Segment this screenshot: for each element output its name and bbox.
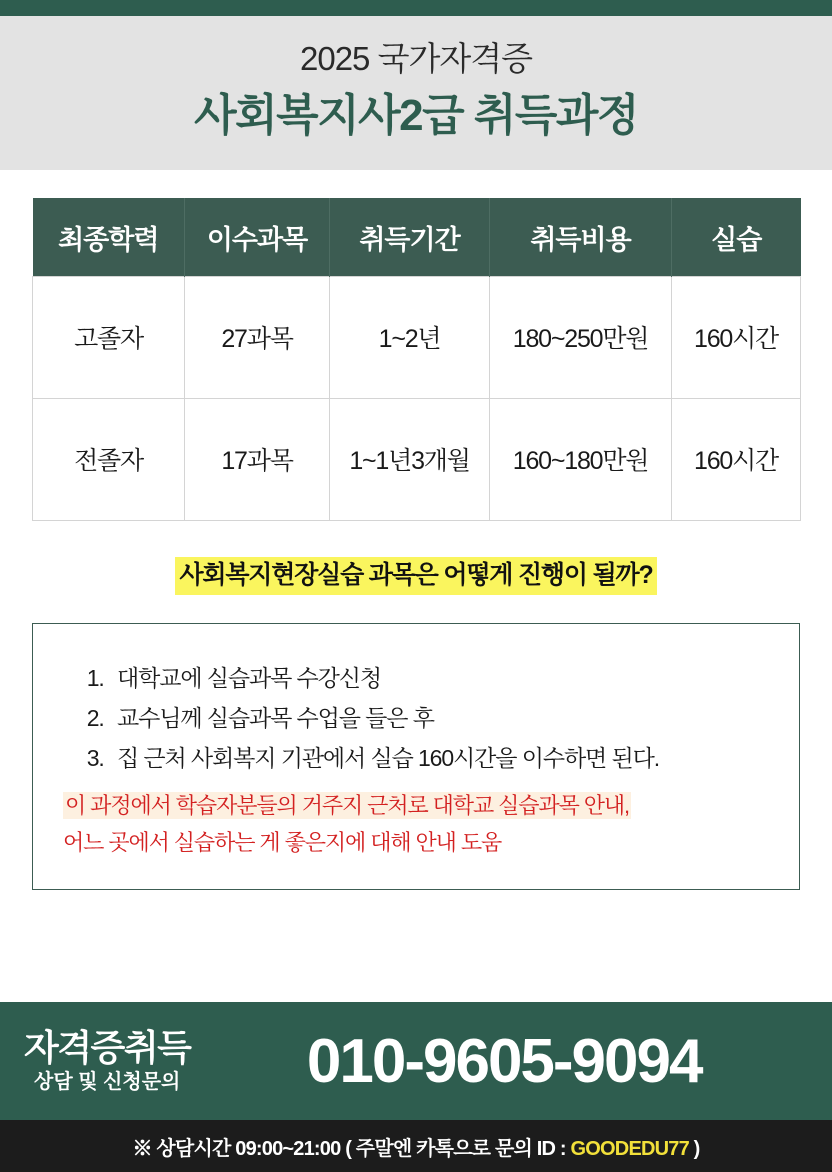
cell-practicum: 160시간 bbox=[672, 398, 801, 520]
question-section bbox=[32, 557, 800, 595]
cell-cost: 180~250만원 bbox=[490, 276, 672, 398]
cell-education: 고졸자 bbox=[33, 276, 185, 398]
phone-number[interactable]: 010-9605-9094 bbox=[306, 1026, 702, 1096]
header-subtitle: 2025 국가자격증 bbox=[300, 40, 532, 77]
top-accent-bar bbox=[0, 0, 832, 16]
column-header-subjects: 이수과목 bbox=[185, 198, 330, 276]
main-content bbox=[0, 170, 832, 1002]
cell-duration: 1~1년3개월 bbox=[330, 398, 490, 520]
steps-box bbox=[32, 623, 800, 890]
note-line-2: 어느 곳에서 실습하는 게 좋은지에 대해 안내 도움 bbox=[63, 829, 502, 855]
list-item: 1. 대학교에 실습과목 수강신청 bbox=[109, 658, 769, 698]
kakao-id: GOODEDU77 bbox=[570, 1137, 689, 1160]
cell-subjects: 17과목 bbox=[185, 398, 330, 520]
column-header-education: 최종학력 bbox=[33, 198, 185, 276]
contact-label-top: 자격증취득 bbox=[24, 1027, 191, 1069]
steps-list bbox=[109, 658, 769, 779]
cell-subjects: 27과목 bbox=[185, 276, 330, 398]
table-row bbox=[33, 276, 801, 398]
column-header-cost: 취득비용 bbox=[490, 198, 672, 276]
table-header-row bbox=[33, 198, 801, 276]
cell-duration: 1~2년 bbox=[330, 276, 490, 398]
footer-prefix: ※ 상담시간 09:00~21:00 ( 주말엔 카톡으로 문의 ID : bbox=[132, 1137, 571, 1160]
poster-header bbox=[0, 16, 832, 170]
note-line-1: 이 과정에서 학습자분들의 거주지 근처로 대학교 실습과목 안내, bbox=[65, 793, 630, 819]
contact-label bbox=[24, 1029, 200, 1093]
table-row bbox=[33, 398, 801, 520]
footer-text bbox=[132, 1132, 699, 1161]
list-item: 3. 집 근처 사회복지 기관에서 실습 160시간을 이수하면 된다. bbox=[109, 738, 769, 778]
column-header-duration: 취득기간 bbox=[330, 198, 490, 276]
column-header-practicum: 실습 bbox=[672, 198, 801, 276]
footer-bar bbox=[0, 1120, 832, 1172]
qualification-table bbox=[32, 198, 801, 521]
content-spacer bbox=[32, 890, 800, 1002]
list-item: 2. 교수님께 실습과목 수업을 들은 후 bbox=[109, 698, 769, 738]
contact-label-bottom: 상담 및 신청문의 bbox=[34, 1070, 181, 1093]
cell-education: 전졸자 bbox=[33, 398, 185, 520]
footer-suffix: ) bbox=[688, 1137, 700, 1160]
cell-practicum: 160시간 bbox=[672, 276, 801, 398]
note-block bbox=[63, 788, 769, 861]
contact-bar bbox=[0, 1002, 832, 1120]
question-text: 사회복지현장실습 과목은 어떻게 진행이 될까? bbox=[175, 557, 656, 595]
page-title: 사회복지사2급 취득과정 bbox=[194, 91, 638, 141]
cell-cost: 160~180만원 bbox=[490, 398, 672, 520]
